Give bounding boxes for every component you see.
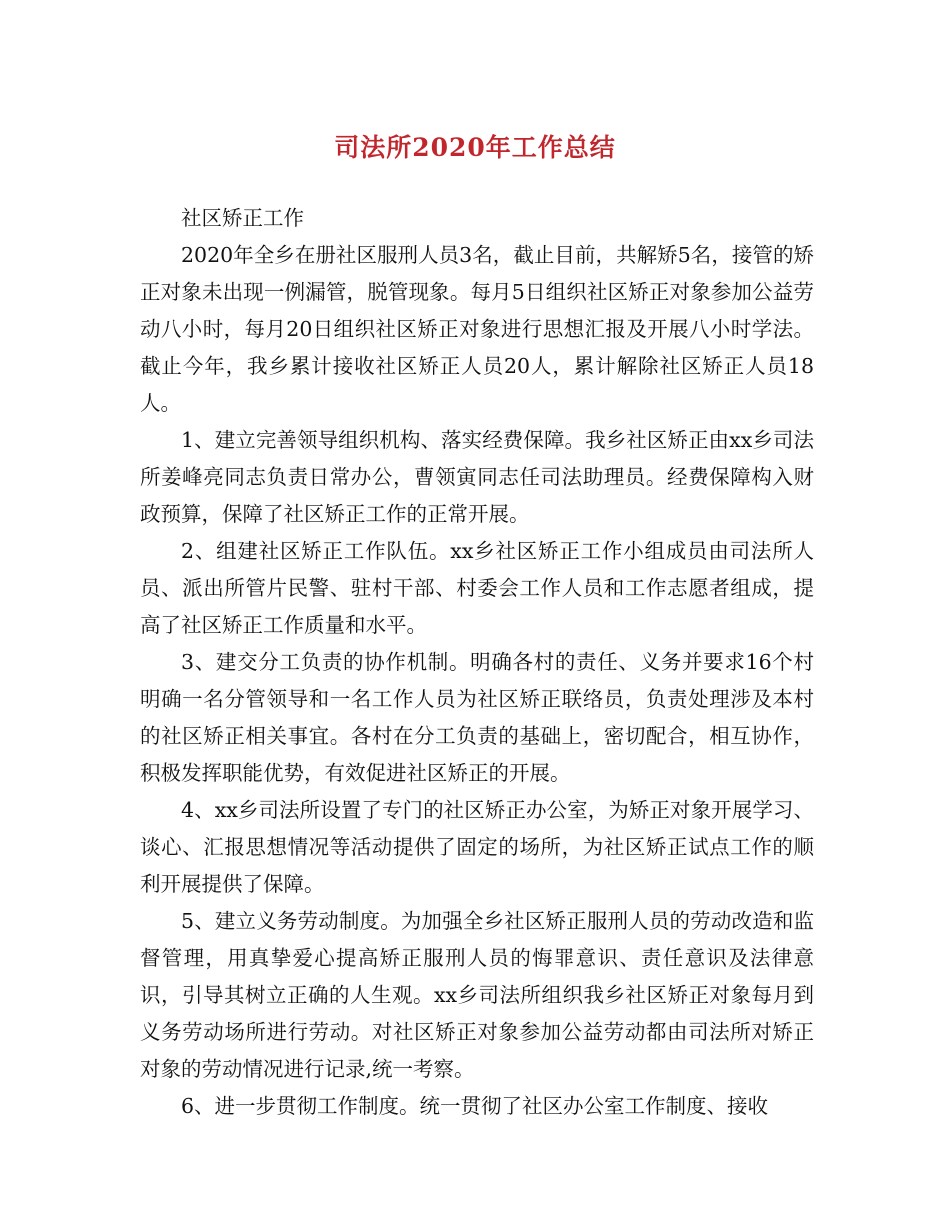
document-title: 司法所2020年工作总结: [334, 133, 616, 162]
paragraph-item-1: 1、建立完善领导组织机构、落实经费保障。我乡社区矫正由xx乡司法所姜峰亮同志负责日常办公，曹领寅同志任司法助理员。经费保障构入财政预算，保障了社区矫正工作的正常开展。: [140, 428, 814, 526]
paragraph-item-2: 2、组建社区矫正工作队伍。xx乡社区矫正工作小组成员由司法所人员、派出所管片民警、驻村干部、村委会工作人员和工作志愿者组成，提高了社区矫正工作质量和水平。: [140, 539, 814, 637]
paragraph-item-4: 4、xx乡司法所设置了专门的社区矫正办公室，为矫正对象开展学习、谈心、汇报思想情况等活动提供了固定的场所，为社区矫正试点工作的顺利开展提供了保障。: [140, 798, 814, 896]
section-heading: 社区矫正工作: [181, 206, 304, 230]
paragraph-item-3: 3、建交分工负责的协作机制。明确各村的责任、义务并要求16个村明确一名分管领导和一名工作人员为社区矫正联络员，负责处理涉及本村的社区矫正相关事宜。各村在分工负责的基础上，密切配合，相互协作，积极发挥职能优势，有效促进社区矫正的开展。: [140, 650, 814, 785]
paragraph-item-5: 5、建立义务劳动制度。为加强全乡社区矫正服刑人员的劳动改造和监督管理，用真挚爱心提高矫正服刑人员的悔罪意识、责任意识及法律意识，引导其树立正确的人生观。xx乡司法所组织我乡社区矫正对象每月到义务劳动场所进行劳动。对社区矫正对象参加公益劳动都由司法所对矫正对象的劳动情况进行记录,统一考察。: [140, 909, 814, 1081]
paragraph-item-6: 6、进一步贯彻工作制度。统一贯彻了社区办公室工作制度、接收: [181, 1094, 769, 1118]
document-body: [140, 200, 814, 1125]
paragraph-overview: 2020年全乡在册社区服刑人员3名，截止目前，共解矫5名，接管的矫正对象未出现一例漏管，脱管现象。每月5日组织社区矫正对象参加公益劳动八小时，每月20日组织社区矫正对象进行思想汇报及开展八小时学法。截止今年，我乡累计接收社区矫正人员20人，累计解除社区矫正人员18人。: [140, 243, 814, 415]
